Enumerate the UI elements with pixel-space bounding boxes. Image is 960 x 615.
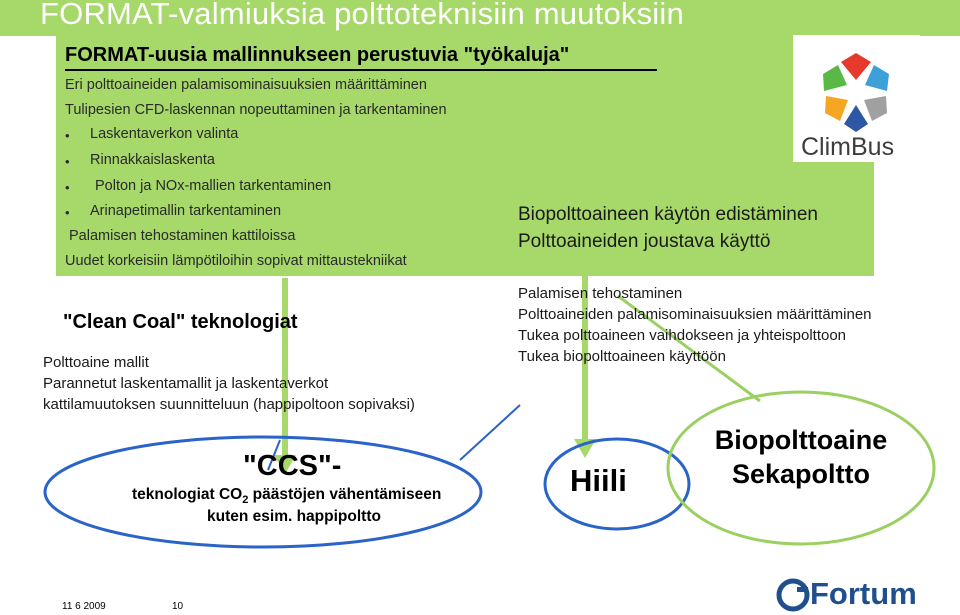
fortum-wordmark: Fortum <box>810 576 917 611</box>
slide-title: FORMAT-valmiuksia polttoteknisiin muutoksiin <box>40 0 684 31</box>
green-line-3: Palamisen tehostaminen kattiloissa <box>69 228 296 244</box>
format-box-heading: FORMAT-uusia mallinnukseen perustuvia "työkaluja" <box>65 44 570 66</box>
bullet-item-4: Arinapetimallin tarkentaminen <box>90 203 282 219</box>
clean-coal-line-2: Parannetut laskentamallit ja laskentaverkot <box>43 375 329 392</box>
mid-right-line-2: Polttoaineiden palamisominaisuuksien määrittäminen <box>518 306 872 323</box>
bio-right-line-1: Biopolttoaineen käytön edistäminen <box>518 204 818 225</box>
mid-right-line-1: Palamisen tehostaminen <box>518 285 683 302</box>
bio-ellipse-line-1: Biopolttoaine <box>714 425 888 455</box>
bullet-4: • <box>65 205 70 220</box>
clean-coal-line-3: kattilamuutoksen suunnitteluun (happipoltoon sopivaksi) <box>43 396 415 413</box>
footer-page-number: 10 <box>172 601 184 612</box>
ccs-line-1 <box>132 486 441 506</box>
footer-date: 11 6 2009 <box>62 601 106 612</box>
hiili-label: Hiili <box>570 463 627 498</box>
bullet-3: • <box>65 180 70 195</box>
clean-coal-heading: "Clean Coal" teknologiat <box>63 311 298 333</box>
mid-right-line-4: Tukea biopolttoaineen käyttöön <box>518 348 726 365</box>
bullet-2: • <box>65 154 70 169</box>
ccs-subscript: 2 <box>242 494 249 507</box>
ccs-line-1-b: päästöjen vähentämiseen <box>248 486 442 503</box>
ccs-title: "CCS"- <box>243 450 342 482</box>
green-line-2: Tulipesien CFD-laskennan nopeuttaminen ja tarkentaminen <box>65 102 447 118</box>
green-line-4: Uudet korkeisiin lämpötiloihin sopivat mittaustekniikat <box>65 253 407 269</box>
blue-connector-right <box>460 405 520 460</box>
climbus-wordmark: ClimBus <box>801 133 895 161</box>
clean-coal-line-1: Polttoaine mallit <box>43 354 149 371</box>
ccs-line-1-a: teknologiat CO <box>132 486 243 503</box>
bullet-item-2: Rinnakkaislaskenta <box>90 152 215 168</box>
green-line-1: Eri polttoaineiden palamisominaisuuksien määrittäminen <box>65 77 427 93</box>
bullet-item-1: Laskentaverkon valinta <box>90 126 239 142</box>
bullet-item-3: Polton ja NOx-mallien tarkentaminen <box>95 178 332 194</box>
bio-ellipse-line-2: Sekapoltto <box>731 459 871 489</box>
bio-right-line-2: Polttoaineiden joustava käyttö <box>518 231 771 252</box>
bullet-1: • <box>65 128 70 143</box>
ccs-line-2: kuten esim. happipoltto <box>207 508 381 525</box>
mid-right-line-3: Tukea polttoaineen vaihdokseen ja yhteispolttoon <box>518 327 847 344</box>
